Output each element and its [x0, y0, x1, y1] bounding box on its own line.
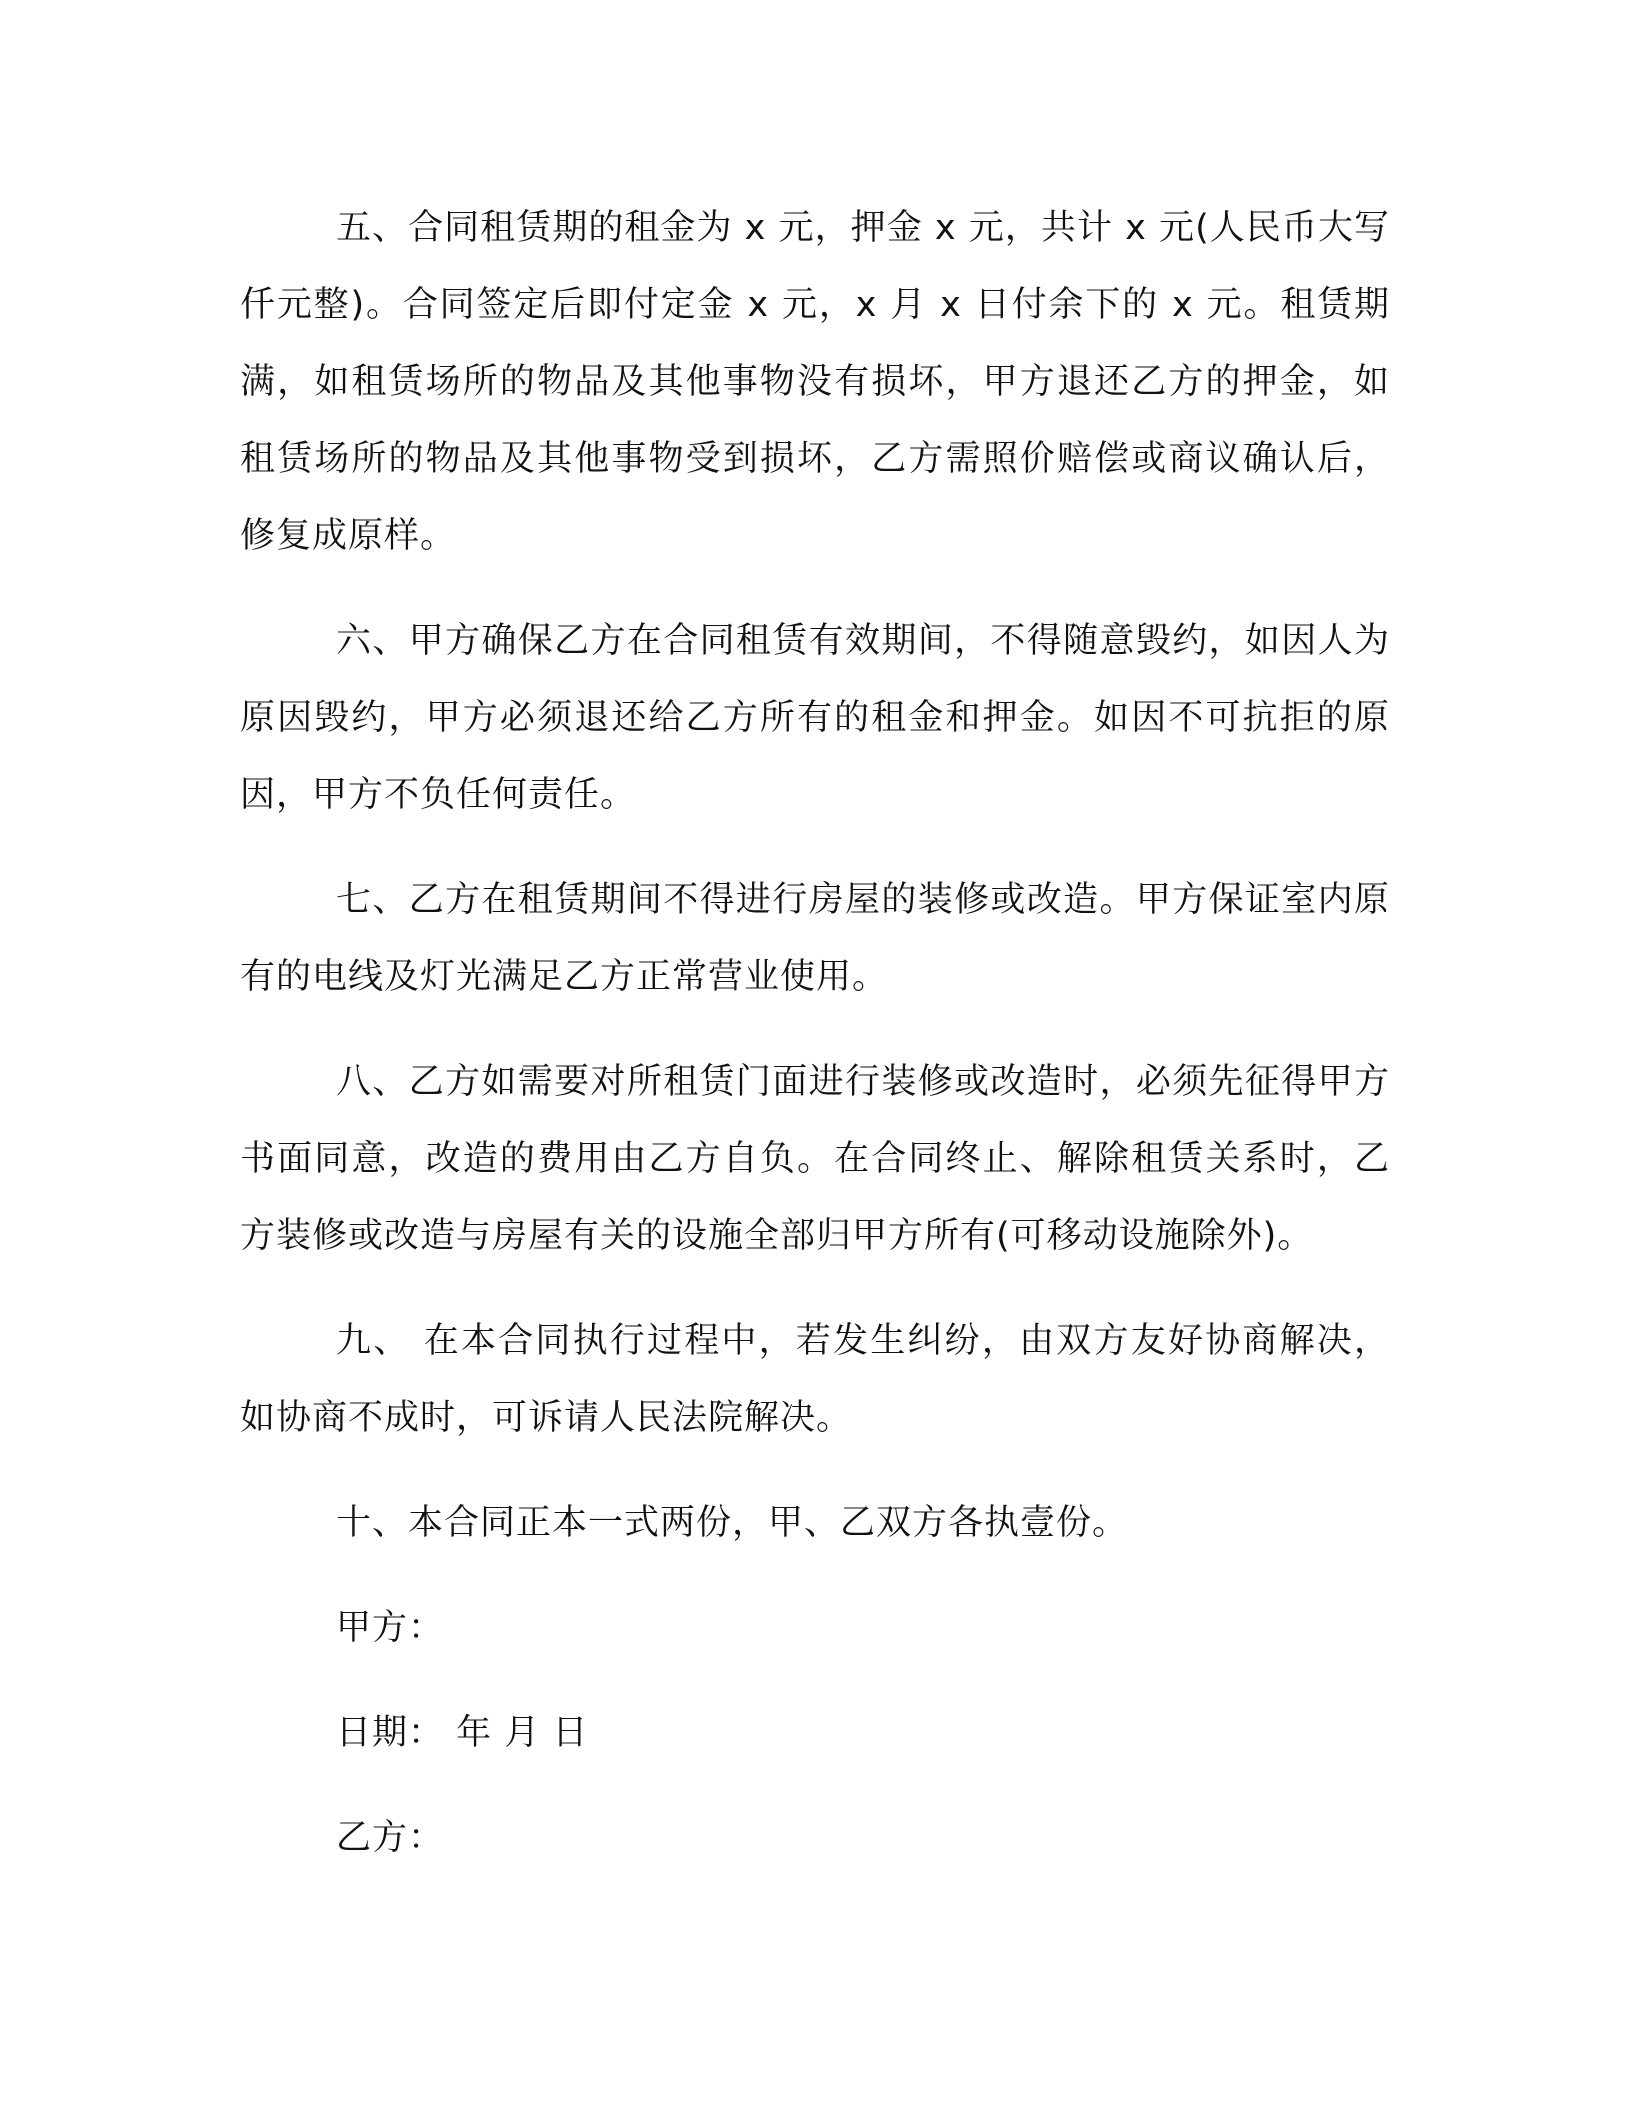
- clause-6: 六、甲方确保乙方在合同租赁有效期间，不得随意毁约，如因人为原因毁约，甲方必须退还给乙方所有的租金和押金。如因不可抗拒的原因，甲方不负任何责任。: [240, 621, 1390, 815]
- date-line: 日期： 年 月 日: [336, 1713, 589, 1753]
- party-a-signature-line: 甲方：: [336, 1608, 445, 1648]
- clause-5: 五、合同租赁期的租金为 x 元，押金 x 元，共计 x 元(人民币大写仟元整)。合同签定后即付定金 x 元，x 月 x 日付余下的 x 元。租赁期满，如租赁场所的物品及其他事物没有损坏，甲方退还乙方的押金，如租赁场所的物品及其他事物受到损坏，乙方需照价赔偿或商议确认后，修复成原样。: [240, 208, 1390, 556]
- party-b-signature-line: 乙方：: [336, 1818, 445, 1858]
- clause-10: 十、本合同正本一式两份，甲、乙双方各执壹份。: [336, 1503, 1129, 1543]
- clause-9: 九、 在本合同执行过程中，若发生纠纷，由双方友好协商解决，如协商不成时，可诉请人民法院解决。: [240, 1321, 1390, 1438]
- clause-8: 八、乙方如需要对所租赁门面进行装修或改造时，必须先征得甲方书面同意，改造的费用由乙方自负。在合同终止、解除租赁关系时，乙方装修或改造与房屋有关的设施全部归甲方所有(可移动设施除外)。: [240, 1062, 1390, 1256]
- document-body: [240, 190, 1390, 1905]
- clause-7: 七、乙方在租赁期间不得进行房屋的装修或改造。甲方保证室内原有的电线及灯光满足乙方正常营业使用。: [240, 880, 1390, 997]
